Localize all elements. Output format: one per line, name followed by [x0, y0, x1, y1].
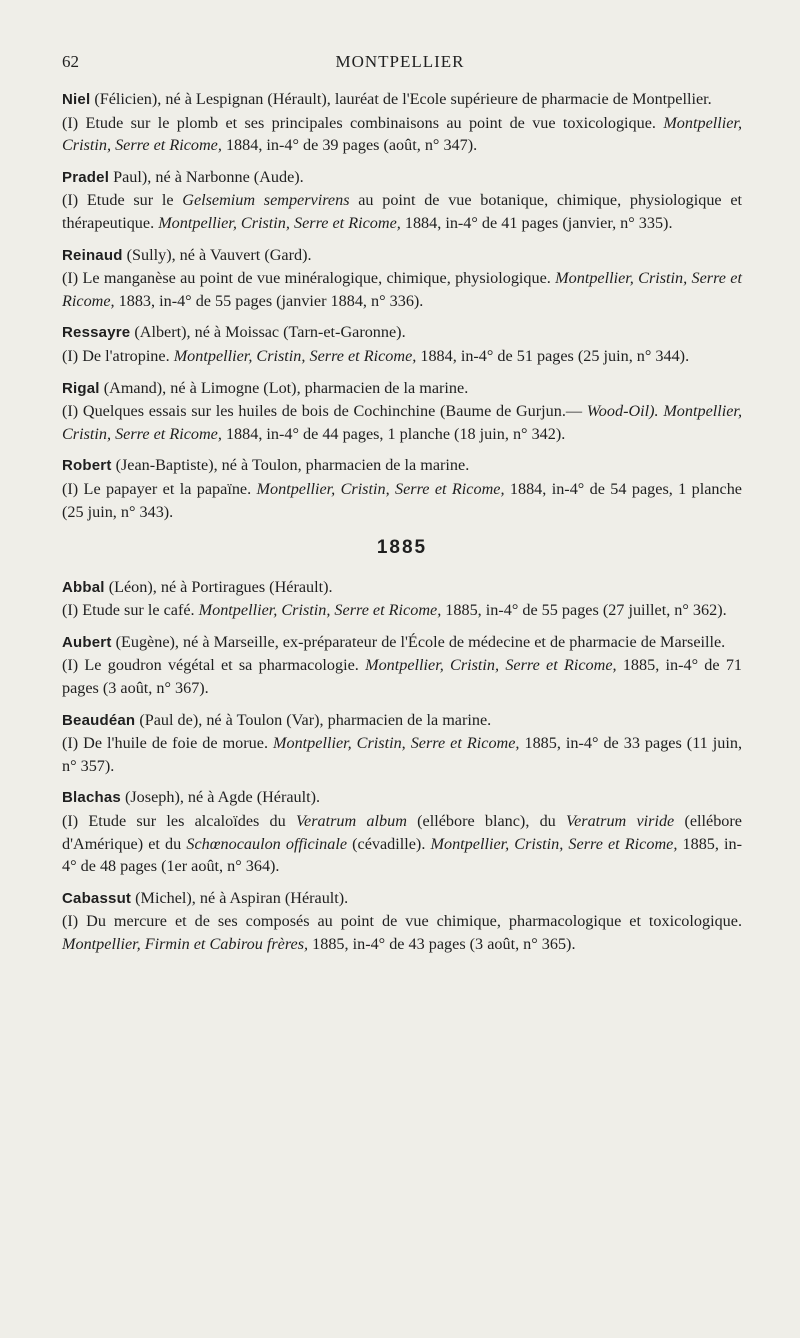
work-details: 1884, in-4° de 51 pages (25 juin, n° 344).	[416, 346, 690, 365]
author-name: Beaudéan	[62, 711, 136, 729]
author-name: Pradel	[62, 168, 110, 186]
work-details: 1885, in-4° de 33 pages (11 juin, n° 357).	[62, 734, 743, 775]
publisher: Montpellier, Cristin, Serre et Ricome,	[365, 656, 617, 675]
entry-pradel	[62, 166, 742, 235]
publisher: Montpellier, Cristin, Serre et Ricome,	[430, 834, 678, 853]
species-name: Veratrum viride	[566, 812, 675, 831]
work-title: (I) Le manganèse au point de vue minéralogique, chimique, physiologique.	[62, 269, 556, 288]
publisher: Montpellier, Cristin, Serre et Ricome,	[198, 601, 442, 620]
entry-blachas	[62, 786, 742, 877]
author-name: Niel	[62, 91, 91, 108]
work-details: 1884, in-4° de 44 pages, 1 planche (18 juin, n° 342).	[221, 424, 566, 443]
entry-robert	[62, 454, 742, 523]
work-details: 1884, in-4° de 54 pages, 1 planche (25 juin, n° 343).	[62, 479, 742, 521]
page-number: 62	[62, 52, 79, 71]
work-title-cont: (ellébore d'Amérique) et du	[62, 812, 742, 853]
publisher: Montpellier, Firmin et Cabirou frères,	[62, 935, 309, 953]
publisher: Montpellier, Cristin, Serre et Ricome,	[62, 113, 742, 155]
author-details: (Léon), né à Portiragues (Hérault).	[104, 577, 333, 596]
italic-term: Wood-Oil).	[586, 402, 659, 421]
author-details: (Jean-Baptiste), né à Toulon, pharmacien de la marine.	[111, 456, 470, 475]
year-heading: 1885	[376, 537, 428, 559]
author-details: (Albert), né à Moissac (Tarn-et-Garonne).	[130, 323, 406, 342]
author-details: (Joseph), né à Agde (Hérault).	[120, 788, 321, 807]
work-title: (I) Le papayer et la papaïne.	[62, 479, 257, 498]
author-name: Abbal	[62, 578, 105, 596]
publisher: Montpellier, Cristin, Serre et Ricome,	[62, 269, 742, 310]
work-title: (I) Du mercure et de ses composés au point de vue chimique, pharmacologique et toxicologique.	[62, 912, 742, 931]
entry-beaudean	[62, 709, 742, 778]
species-name: Schœnocaulon officinale	[186, 834, 348, 853]
author-name: Blachas	[62, 789, 121, 807]
work-details: 1883, in-4° de 55 pages (janvier 1884, n° 336).	[114, 291, 424, 310]
work-details: 1884, in-4° de 41 pages (janvier, n° 335).	[400, 213, 673, 232]
entry-rigal	[62, 377, 742, 446]
entry-niel	[62, 88, 742, 157]
work-title: (I) Etude sur le	[62, 191, 183, 210]
author-details: (Michel), né à Aspiran (Hérault).	[131, 888, 349, 907]
author-details: (Sully), né à Vauvert (Gard).	[122, 245, 312, 264]
author-details: (Eugène), né à Marseille, ex-préparateur de l'École de médecine et de pharmacie de Marseille.	[111, 632, 726, 651]
author-details: (Paul de), né à Toulon (Var), pharmacien de la marine.	[135, 710, 492, 729]
author-name: Robert	[62, 457, 112, 475]
work-details: 1885, in-4° de 71 pages (3 août, n° 367).	[62, 656, 743, 698]
work-details: 1885, in-4° de 43 pages (3 août, n° 365).	[308, 935, 576, 953]
entry-abbal	[62, 576, 742, 622]
publisher: Montpellier, Cristin, Serre et Ricome,	[173, 346, 417, 365]
author-name: Cabassut	[62, 889, 132, 907]
work-title-cont: (ellébore blanc), du	[406, 812, 566, 831]
publisher: Montpellier, Cristin, Serre et Ricome,	[273, 734, 520, 753]
work-title: (I) Le goudron végétal et sa pharmacologie.	[62, 656, 366, 675]
author-details: Paul), né à Narbonne (Aude).	[109, 167, 304, 186]
work-details: 1885, in-4° de 48 pages (1er août, n° 364).	[62, 834, 743, 876]
author-details: (Félicien), né à Lespignan (Hérault), lauréat de l'Ecole supérieure de pharmacie de Montpellier.	[90, 90, 712, 108]
work-details: 1884, in-4° de 39 pages (août, n° 347).	[221, 136, 478, 155]
work-title: (I) Etude sur le café.	[62, 601, 199, 620]
work-title: (I) De l'atropine.	[62, 346, 174, 365]
entry-aubert	[62, 631, 742, 700]
entry-cabassut	[62, 887, 742, 956]
work-title: (I) De l'huile de foie de morue.	[62, 734, 273, 753]
page-content	[62, 88, 742, 965]
work-details: 1885, in-4° de 55 pages (27 juillet, n° 362).	[441, 601, 727, 620]
entry-ressayre	[62, 321, 742, 367]
work-title: (I) Etude sur les alcaloïdes du	[62, 812, 296, 831]
running-head: MONTPELLIER	[335, 52, 465, 71]
page-header	[62, 52, 738, 78]
author-name: Rigal	[62, 379, 100, 397]
entry-reinaud	[62, 244, 742, 313]
author-name: Ressayre	[62, 324, 131, 342]
publisher: Montpellier, Cristin, Serre et Ricome,	[256, 479, 505, 498]
species-name: Gelsemium sempervirens	[182, 191, 350, 210]
author-details: (Amand), né à Limogne (Lot), pharmacien de la marine.	[99, 378, 469, 397]
work-title: (I) Etude sur le plomb et ses principales combinaisons au point de vue toxicologique.	[62, 113, 664, 132]
author-name: Reinaud	[62, 246, 123, 264]
work-title: (I) Quelques essais sur les huiles de bois de Cochinchine (Baume de Gurjun.—	[62, 402, 587, 421]
publisher: Montpellier, Cristin, Serre et Ricome,	[62, 402, 742, 443]
species-name: Veratrum album	[295, 812, 407, 831]
author-name: Aubert	[62, 633, 112, 651]
work-title-cont: (cévadille).	[347, 834, 431, 853]
work-title-cont: au point de vue botanique, chimique, physiologique et thérapeutique.	[62, 191, 742, 232]
publisher: Montpellier, Cristin, Serre et Ricome,	[158, 213, 401, 232]
